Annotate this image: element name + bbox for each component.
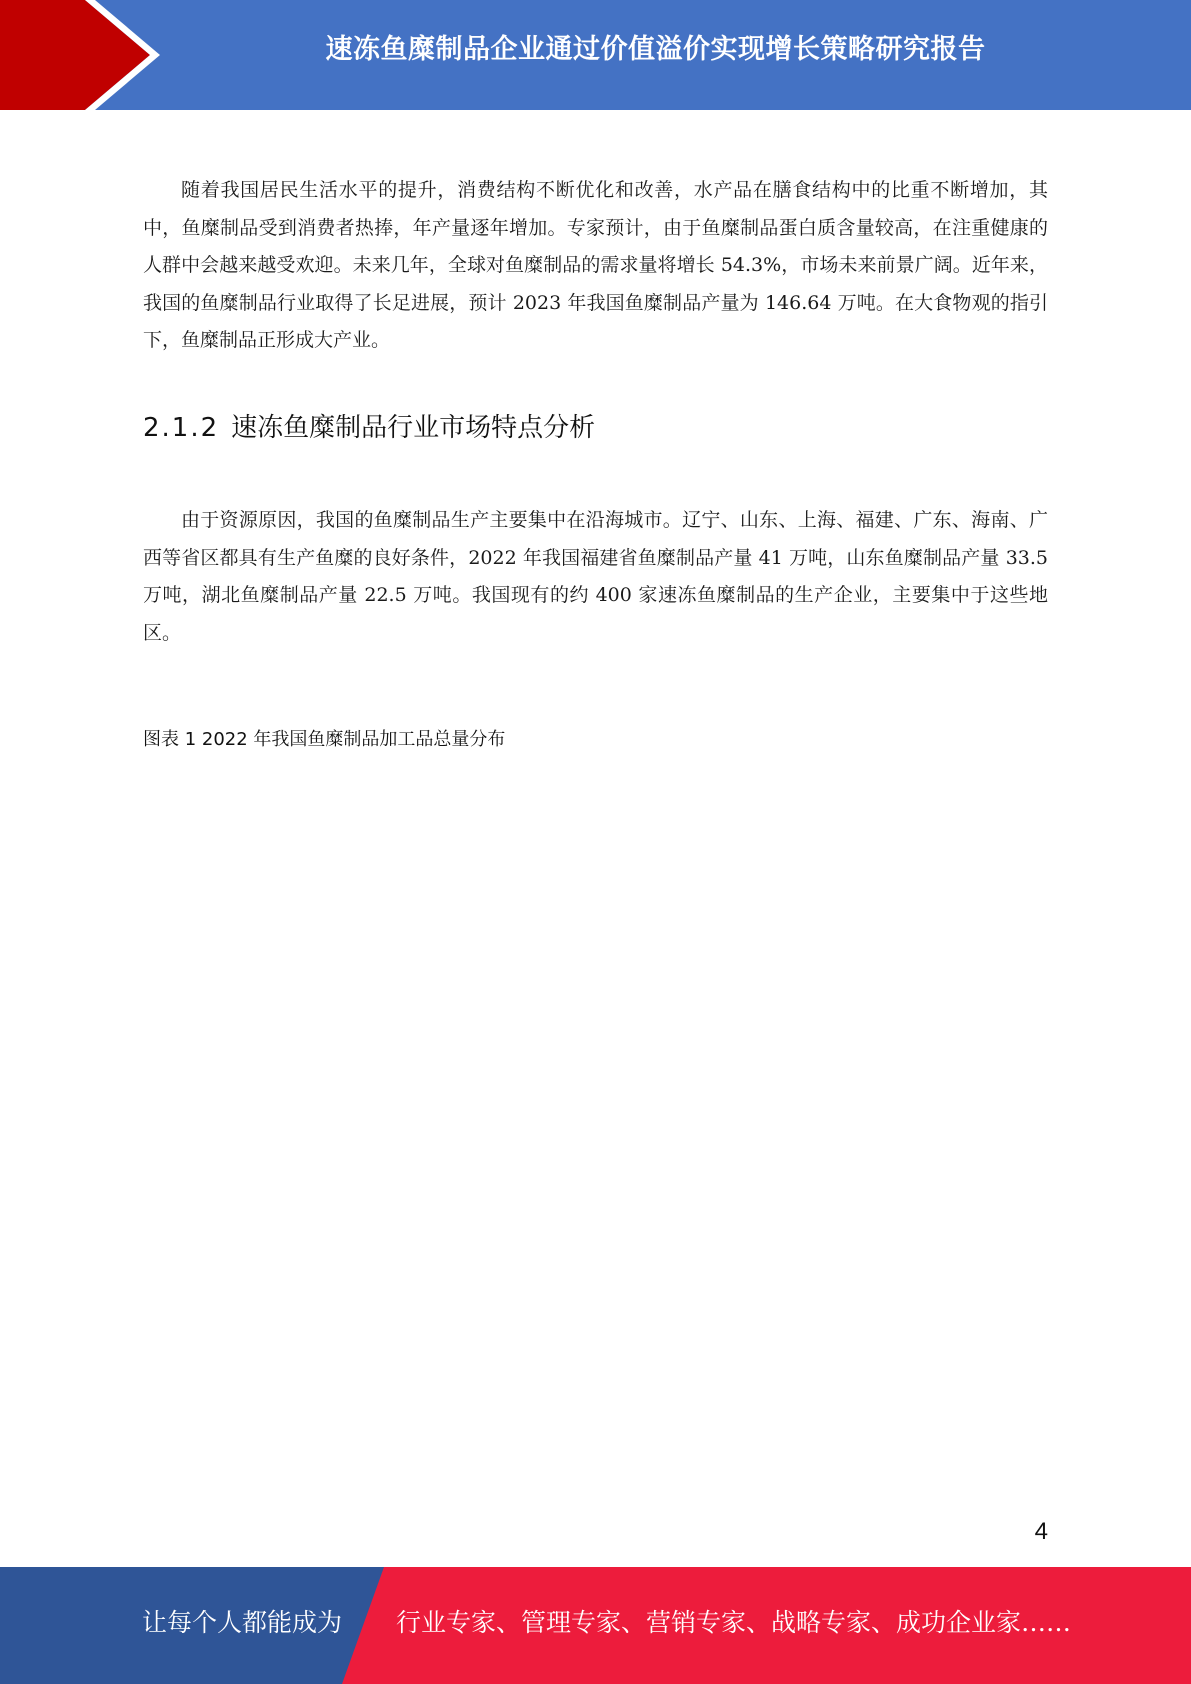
- section-heading: [143, 408, 595, 448]
- header-red-arrow-decoration: [0, 0, 160, 110]
- section-title: 速冻鱼糜制品行业市场特点分析: [231, 413, 596, 443]
- report-title: 速冻鱼糜制品企业通过价值溢价实现增长策略研究报告: [325, 34, 986, 65]
- intro-paragraph-block: [143, 172, 1048, 360]
- footer-slogan-left: 让每个人都能成为: [142, 1608, 343, 1637]
- figure-caption: 图表 1 2022 年我国鱼糜制品加工品总量分布: [143, 729, 506, 750]
- market-paragraph-block: [143, 502, 1048, 652]
- page-number: 4: [1034, 1518, 1048, 1545]
- page-footer: [0, 1567, 1191, 1684]
- section-number: 2.1.2: [143, 413, 220, 443]
- page-header: [0, 0, 1191, 110]
- market-paragraph: 由于资源原因，我国的鱼糜制品生产主要集中在沿海城市。辽宁、山东、上海、福建、广东、海南、广西等省区都具有生产鱼糜的良好条件，2022 年我国福建省鱼糜制品产量 41 万吨，山东鱼糜制品产量 33.5 万吨，湖北鱼糜制品产量 22.5 万吨。我国现有的约 400 家速冻鱼糜制品的生产企业，主要集中于这些地区。: [143, 509, 1048, 644]
- intro-paragraph: 随着我国居民生活水平的提升，消费结构不断优化和改善，水产品在膳食结构中的比重不断增加，其中，鱼糜制品受到消费者热捧，年产量逐年增加。专家预计，由于鱼糜制品蛋白质含量较高，在注重健康的人群中会越来越受欢迎。未来几年，全球对鱼糜制品的需求量将增长 54.3%，市场未来前景广阔。近年来，我国的鱼糜制品行业取得了长足进展，预计 2023 年我国鱼糜制品产量为 146.64 万吨。在大食物观的指引下，鱼糜制品正形成大产业。: [143, 179, 1048, 351]
- footer-slogan-right: 行业专家、管理专家、营销专家、战略专家、成功企业家……: [396, 1608, 1072, 1637]
